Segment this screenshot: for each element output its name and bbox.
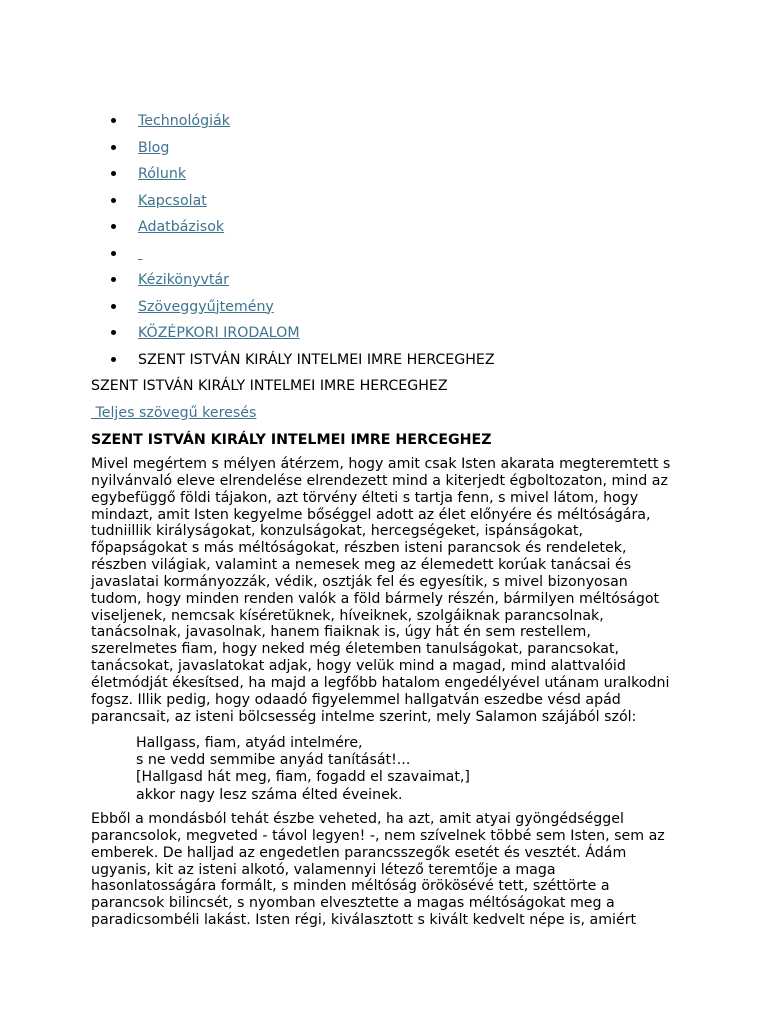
nav-current-label: SZENT ISTVÁN KIRÁLY INTELMEI IMRE HERCEGHEZ bbox=[138, 351, 495, 368]
nav-link-rolunk[interactable]: Rólunk bbox=[138, 166, 187, 182]
bullet-icon bbox=[111, 304, 116, 309]
nav-item-szoveggyujtemeny bbox=[138, 297, 495, 324]
document-paragraph-1: Mivel megértem s mélyen átérzem, hogy amit csak Isten akarata megteremtett s nyilvánvaló eleve elrendelése elrendezett mind a kiterjedt égboltozaton, mind az egybefüggő földi tájakon, azt törvény élteti s tartja fenn, s mivel látom, hogy mindazt, amit Isten kegyelme bőséggel adott az élet előnyére és méltóságára, tudniillik királyságokat, konzulságokat, hercegségeket, ispánságokat, főpapságokat s más méltóságokat, részben isteni parancsok és rendeletek, részben világiak, valamint a nemesek meg az élemedett korúak tanácsai és javaslatai kormányozzák, védik, osztják fel és egyesítik, s mivel bizonyosan tudom, hogy minden renden valók a föld bármely részén, bármilyen méltóságot viseljenek, nemcsak kíséretüknek, híveiknek, szolgáiknak parancsolnak, tanácsolnak, javasolnak, hanem fiaiknak is, úgy hát én sem restellem, szerelmetes fiam, hogy neked még életemben tanulságokat, parancsokat, tanácsokat, javaslatokat adjak, hogy velük mind a magad, mind alattvalóid életmódját ékesítsed, ha majd a legfőbb hatalom engedélyével utánam uralkodni fogsz. Illik pedig, hogy odaadó figyelemmel hallgatván eszedbe vésd apád parancsait, az isteni bölcsesség intelme szerint, mely Salamon szájából szól: bbox=[91, 456, 671, 725]
nav-link-szoveggyujtemeny[interactable]: Szöveggyűjtemény bbox=[138, 298, 274, 315]
document-paragraph-2: Ebből a mondásból tehát észbe veheted, ha azt, amit atyai gyöngédséggel parancsolok, megveted - távol legyen! -, nem szívelnek többé sem Isten, sem az emberek. De halljad az engedetlen parancsszegők esetét és vesztét. Ádám ugyanis, kit az isteni alkotó, valamennyi létező teremtője a maga hasonlatosságára formált, s minden méltóság örökösévé tett, széttörte a parancsok bilincsét, s nyomban elvesztette a magas méltóságokat meg a paradicsombéli lakást. Isten régi, kiválasztott s kivált kedvelt népe is, amiért bbox=[91, 811, 665, 929]
bullet-icon bbox=[111, 198, 116, 203]
verse-quote: Hallgass, fiam, atyád intelmére, s ne vedd semmibe anyád tanítását!... [Hallgasd hát meg, fiam, fogadd el szavaimat,] akkor nagy lesz száma élted éveinek. bbox=[136, 735, 470, 803]
bullet-icon bbox=[111, 224, 116, 229]
bullet-icon bbox=[111, 277, 116, 282]
nav-link-kozepkori-irodalom[interactable]: KÖZÉPKORI IRODALOM bbox=[138, 325, 300, 341]
nav-item-blank bbox=[138, 244, 495, 271]
nav-link-technologiak[interactable]: Technológiák bbox=[138, 113, 230, 129]
nav-link-kapcsolat[interactable]: Kapcsolat bbox=[138, 192, 207, 209]
nav-link-blank[interactable] bbox=[138, 246, 143, 262]
bullet-icon bbox=[111, 118, 116, 123]
nav-item-rolunk bbox=[138, 164, 495, 191]
nav-item-kezikonyvtar bbox=[138, 270, 495, 297]
document-heading: SZENT ISTVÁN KIRÁLY INTELMEI IMRE HERCEGHEZ bbox=[91, 432, 492, 448]
nav-item-blog bbox=[138, 138, 495, 165]
bullet-icon bbox=[111, 330, 116, 335]
nav-link-blog[interactable]: Blog bbox=[138, 139, 170, 156]
bullet-icon bbox=[111, 171, 116, 176]
bullet-icon bbox=[111, 357, 116, 362]
breadcrumb-nav bbox=[138, 111, 495, 376]
nav-item-adatbazisok bbox=[138, 217, 495, 244]
nav-item-kapcsolat bbox=[138, 191, 495, 218]
full-text-search-link[interactable]: Teljes szövegű keresés bbox=[91, 405, 257, 421]
nav-item-technologiak bbox=[138, 111, 495, 138]
nav-item-kozepkori-irodalom bbox=[138, 323, 495, 350]
bullet-icon bbox=[111, 145, 116, 150]
nav-link-adatbazisok[interactable]: Adatbázisok bbox=[138, 219, 225, 235]
nav-link-kezikonyvtar[interactable]: Kézikönyvtár bbox=[138, 272, 229, 288]
page-title: SZENT ISTVÁN KIRÁLY INTELMEI IMRE HERCEGHEZ bbox=[91, 378, 448, 394]
nav-item-current-page bbox=[138, 350, 495, 377]
bullet-icon bbox=[111, 251, 116, 256]
